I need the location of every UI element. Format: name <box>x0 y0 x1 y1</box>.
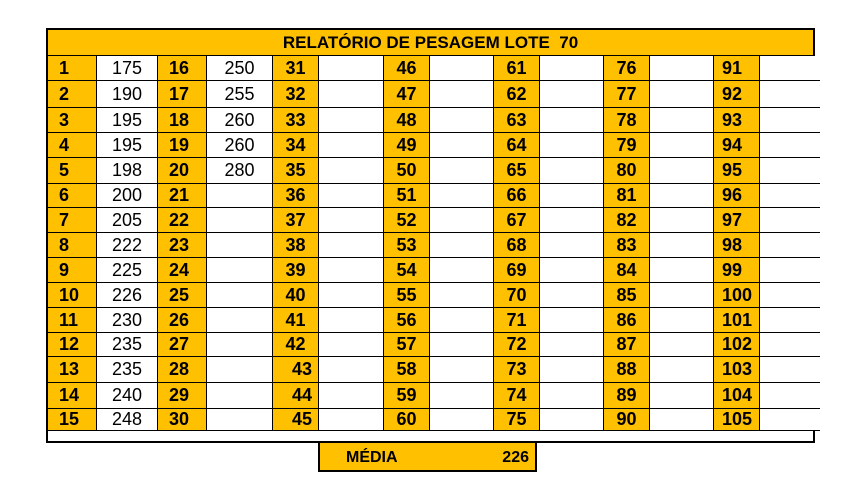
weight-cell <box>760 233 820 258</box>
weight-cell <box>430 81 494 108</box>
lot-number-cell: 74 <box>494 383 540 409</box>
lot-number-cell: 30 <box>158 409 207 431</box>
weight-cell <box>540 133 604 158</box>
weight-cell: 230 <box>97 308 158 333</box>
weight-cell <box>760 357 820 383</box>
lot-number-cell: 15 <box>48 409 97 431</box>
lot-number-cell: 99 <box>714 258 760 283</box>
lot-number-cell: 70 <box>494 283 540 308</box>
lot-number-cell: 90 <box>604 409 650 431</box>
lot-number-cell: 50 <box>384 158 430 184</box>
lot-number-cell: 79 <box>604 133 650 158</box>
weight-cell <box>650 283 714 308</box>
weight-cell <box>540 184 604 208</box>
lot-number-cell: 88 <box>604 357 650 383</box>
lot-number-cell: 86 <box>604 308 650 333</box>
weight-cell <box>760 333 820 357</box>
weight-cell: 195 <box>97 133 158 158</box>
weight-cell: 226 <box>97 283 158 308</box>
lot-number-cell: 48 <box>384 108 430 133</box>
weight-cell <box>430 383 494 409</box>
lot-number-cell: 102 <box>714 333 760 357</box>
lot-number-cell: 78 <box>604 108 650 133</box>
lot-number-cell: 41 <box>273 308 319 333</box>
lot-number-cell: 12 <box>48 333 97 357</box>
weight-cell <box>207 208 273 233</box>
lot-number-cell: 52 <box>384 208 430 233</box>
lot-number-cell: 6 <box>48 184 97 208</box>
weight-cell <box>207 409 273 431</box>
lot-number-cell: 103 <box>714 357 760 383</box>
weight-cell <box>650 409 714 431</box>
lot-number-cell: 101 <box>714 308 760 333</box>
lot-number-cell: 43 <box>273 357 319 383</box>
weight-cell <box>540 333 604 357</box>
lot-number-cell: 98 <box>714 233 760 258</box>
weight-cell <box>319 133 384 158</box>
weight-cell: 240 <box>97 383 158 409</box>
lot-number-cell: 77 <box>604 81 650 108</box>
weight-cell: 175 <box>97 56 158 81</box>
weight-cell: 205 <box>97 208 158 233</box>
lot-number-cell: 46 <box>384 56 430 81</box>
lot-number-cell: 13 <box>48 357 97 383</box>
lot-number-cell: 95 <box>714 158 760 184</box>
weight-cell <box>650 133 714 158</box>
lot-number-cell: 18 <box>158 108 207 133</box>
weight-cell <box>430 133 494 158</box>
lot-number-cell: 53 <box>384 233 430 258</box>
lot-number-cell: 37 <box>273 208 319 233</box>
weight-cell <box>430 333 494 357</box>
lot-number-cell: 105 <box>714 409 760 431</box>
lot-number-cell: 19 <box>158 133 207 158</box>
lot-number-cell: 42 <box>273 333 319 357</box>
lot-number-cell: 36 <box>273 184 319 208</box>
lot-number-cell: 56 <box>384 308 430 333</box>
weight-cell <box>760 158 820 184</box>
lot-number-cell: 94 <box>714 133 760 158</box>
weight-cell <box>319 158 384 184</box>
lot-number-cell: 76 <box>604 56 650 81</box>
weight-cell <box>540 108 604 133</box>
weight-cell <box>760 283 820 308</box>
lot-number-cell: 23 <box>158 233 207 258</box>
lot-number-cell: 62 <box>494 81 540 108</box>
lot-number-cell: 60 <box>384 409 430 431</box>
lot-number-cell: 93 <box>714 108 760 133</box>
weight-cell <box>430 283 494 308</box>
weight-cell <box>650 208 714 233</box>
weight-cell <box>650 333 714 357</box>
lot-number-cell: 34 <box>273 133 319 158</box>
weight-cell <box>319 357 384 383</box>
weight-cell <box>540 283 604 308</box>
weight-cell <box>319 184 384 208</box>
lot-number-cell: 4 <box>48 133 97 158</box>
lot-number-cell: 3 <box>48 108 97 133</box>
weight-cell <box>650 383 714 409</box>
lot-number-cell: 96 <box>714 184 760 208</box>
lot-number-cell: 40 <box>273 283 319 308</box>
lot-number-cell: 66 <box>494 184 540 208</box>
lot-number-cell: 35 <box>273 158 319 184</box>
weight-cell: 235 <box>97 333 158 357</box>
weight-cell: 255 <box>207 81 273 108</box>
lot-number-cell: 65 <box>494 158 540 184</box>
weight-cell <box>760 133 820 158</box>
weight-cell <box>207 383 273 409</box>
weight-cell <box>207 283 273 308</box>
weight-cell <box>540 56 604 81</box>
lot-number-cell: 87 <box>604 333 650 357</box>
lot-number-cell: 57 <box>384 333 430 357</box>
weight-cell <box>207 357 273 383</box>
weight-cell <box>319 283 384 308</box>
lot-number-cell: 44 <box>273 383 319 409</box>
weight-cell <box>430 158 494 184</box>
weight-cell <box>540 383 604 409</box>
lot-number-cell: 38 <box>273 233 319 258</box>
weight-cell <box>207 308 273 333</box>
lot-number-cell: 11 <box>48 308 97 333</box>
lot-number-cell: 104 <box>714 383 760 409</box>
lot-number-cell: 33 <box>273 108 319 133</box>
weight-cell <box>650 308 714 333</box>
weight-cell <box>319 208 384 233</box>
weight-cell <box>430 308 494 333</box>
weight-cell: 260 <box>207 108 273 133</box>
lot-number-cell: 97 <box>714 208 760 233</box>
weight-cell <box>760 108 820 133</box>
lot-number-cell: 89 <box>604 383 650 409</box>
lot-number-cell: 67 <box>494 208 540 233</box>
lot-number-cell: 39 <box>273 258 319 283</box>
weight-cell <box>319 409 384 431</box>
weight-cell <box>760 308 820 333</box>
weight-cell: 250 <box>207 56 273 81</box>
weight-cell <box>319 108 384 133</box>
weight-cell <box>650 357 714 383</box>
report-title: RELATÓRIO DE PESAGEM LOTE 70 <box>48 30 813 56</box>
lot-number-cell: 71 <box>494 308 540 333</box>
weight-cell <box>540 233 604 258</box>
lot-number-cell: 49 <box>384 133 430 158</box>
lot-number-cell: 8 <box>48 233 97 258</box>
weight-cell <box>207 258 273 283</box>
lot-number-cell: 24 <box>158 258 207 283</box>
lot-number-cell: 73 <box>494 357 540 383</box>
lot-number-cell: 2 <box>48 81 97 108</box>
weight-cell <box>540 258 604 283</box>
lot-number-cell: 25 <box>158 283 207 308</box>
weight-cell <box>540 357 604 383</box>
lot-number-cell: 51 <box>384 184 430 208</box>
weight-cell <box>760 56 820 81</box>
lot-number-cell: 92 <box>714 81 760 108</box>
lot-number-cell: 21 <box>158 184 207 208</box>
weight-cell <box>760 409 820 431</box>
weight-cell: 280 <box>207 158 273 184</box>
weight-cell <box>650 158 714 184</box>
lot-number-cell: 1 <box>48 56 97 81</box>
weight-cell <box>319 56 384 81</box>
weight-cell <box>540 81 604 108</box>
weight-cell <box>650 108 714 133</box>
lot-number-cell: 100 <box>714 283 760 308</box>
lot-number-cell: 28 <box>158 357 207 383</box>
weight-cell: 198 <box>97 158 158 184</box>
lot-number-cell: 31 <box>273 56 319 81</box>
lot-number-cell: 27 <box>158 333 207 357</box>
weight-cell <box>319 383 384 409</box>
weight-cell <box>319 233 384 258</box>
lot-number-cell: 59 <box>384 383 430 409</box>
lot-number-cell: 69 <box>494 258 540 283</box>
lot-number-cell: 85 <box>604 283 650 308</box>
weight-cell <box>319 258 384 283</box>
average-box <box>318 441 537 472</box>
weight-cell <box>760 258 820 283</box>
lot-number-cell: 54 <box>384 258 430 283</box>
weight-cell <box>760 208 820 233</box>
weight-cell <box>760 383 820 409</box>
weight-cell <box>650 184 714 208</box>
lot-number-cell: 84 <box>604 258 650 283</box>
weight-cell <box>430 409 494 431</box>
lot-number-cell: 80 <box>604 158 650 184</box>
weight-cell <box>650 81 714 108</box>
weight-cell: 222 <box>97 233 158 258</box>
lot-number-cell: 7 <box>48 208 97 233</box>
lot-number-cell: 58 <box>384 357 430 383</box>
lot-number-cell: 91 <box>714 56 760 81</box>
weight-cell: 195 <box>97 108 158 133</box>
weight-cell <box>319 308 384 333</box>
weight-cell: 235 <box>97 357 158 383</box>
lot-number-cell: 47 <box>384 81 430 108</box>
weight-cell <box>319 333 384 357</box>
lot-number-cell: 10 <box>48 283 97 308</box>
lot-number-cell: 63 <box>494 108 540 133</box>
lot-number-cell: 14 <box>48 383 97 409</box>
weight-cell <box>760 184 820 208</box>
weight-cell: 225 <box>97 258 158 283</box>
weight-cell <box>650 233 714 258</box>
lot-number-cell: 82 <box>604 208 650 233</box>
weight-cell <box>430 184 494 208</box>
weights-grid <box>48 56 813 441</box>
lot-number-cell: 17 <box>158 81 207 108</box>
weight-cell <box>540 208 604 233</box>
lot-number-cell: 29 <box>158 383 207 409</box>
lot-number-cell: 81 <box>604 184 650 208</box>
lot-number-cell: 22 <box>158 208 207 233</box>
weight-cell <box>650 258 714 283</box>
lot-number-cell: 45 <box>273 409 319 431</box>
weight-cell <box>540 409 604 431</box>
weight-cell: 200 <box>97 184 158 208</box>
lot-number-cell: 61 <box>494 56 540 81</box>
weight-cell <box>430 258 494 283</box>
weight-cell <box>430 56 494 81</box>
weight-cell <box>207 184 273 208</box>
lot-number-cell: 5 <box>48 158 97 184</box>
lot-number-cell: 64 <box>494 133 540 158</box>
lot-number-cell: 72 <box>494 333 540 357</box>
lot-number-cell: 26 <box>158 308 207 333</box>
weight-cell <box>430 357 494 383</box>
weight-cell: 248 <box>97 409 158 431</box>
weight-cell <box>207 233 273 258</box>
lot-number-cell: 83 <box>604 233 650 258</box>
weight-cell <box>430 108 494 133</box>
average-label: MÉDIA <box>346 449 398 466</box>
lot-number-cell: 75 <box>494 409 540 431</box>
lot-number-cell: 16 <box>158 56 207 81</box>
weight-cell <box>430 208 494 233</box>
weight-cell <box>319 81 384 108</box>
lot-number-cell: 32 <box>273 81 319 108</box>
weight-cell <box>430 233 494 258</box>
weighing-report-table <box>46 28 815 443</box>
lot-number-cell: 68 <box>494 233 540 258</box>
weight-cell <box>540 308 604 333</box>
weight-cell <box>650 56 714 81</box>
lot-number-cell: 9 <box>48 258 97 283</box>
weight-cell <box>760 81 820 108</box>
average-value: 226 <box>502 449 529 466</box>
lot-number-cell: 20 <box>158 158 207 184</box>
weight-cell <box>207 333 273 357</box>
lot-number-cell: 55 <box>384 283 430 308</box>
weight-cell: 190 <box>97 81 158 108</box>
weight-cell <box>540 158 604 184</box>
weight-cell: 260 <box>207 133 273 158</box>
